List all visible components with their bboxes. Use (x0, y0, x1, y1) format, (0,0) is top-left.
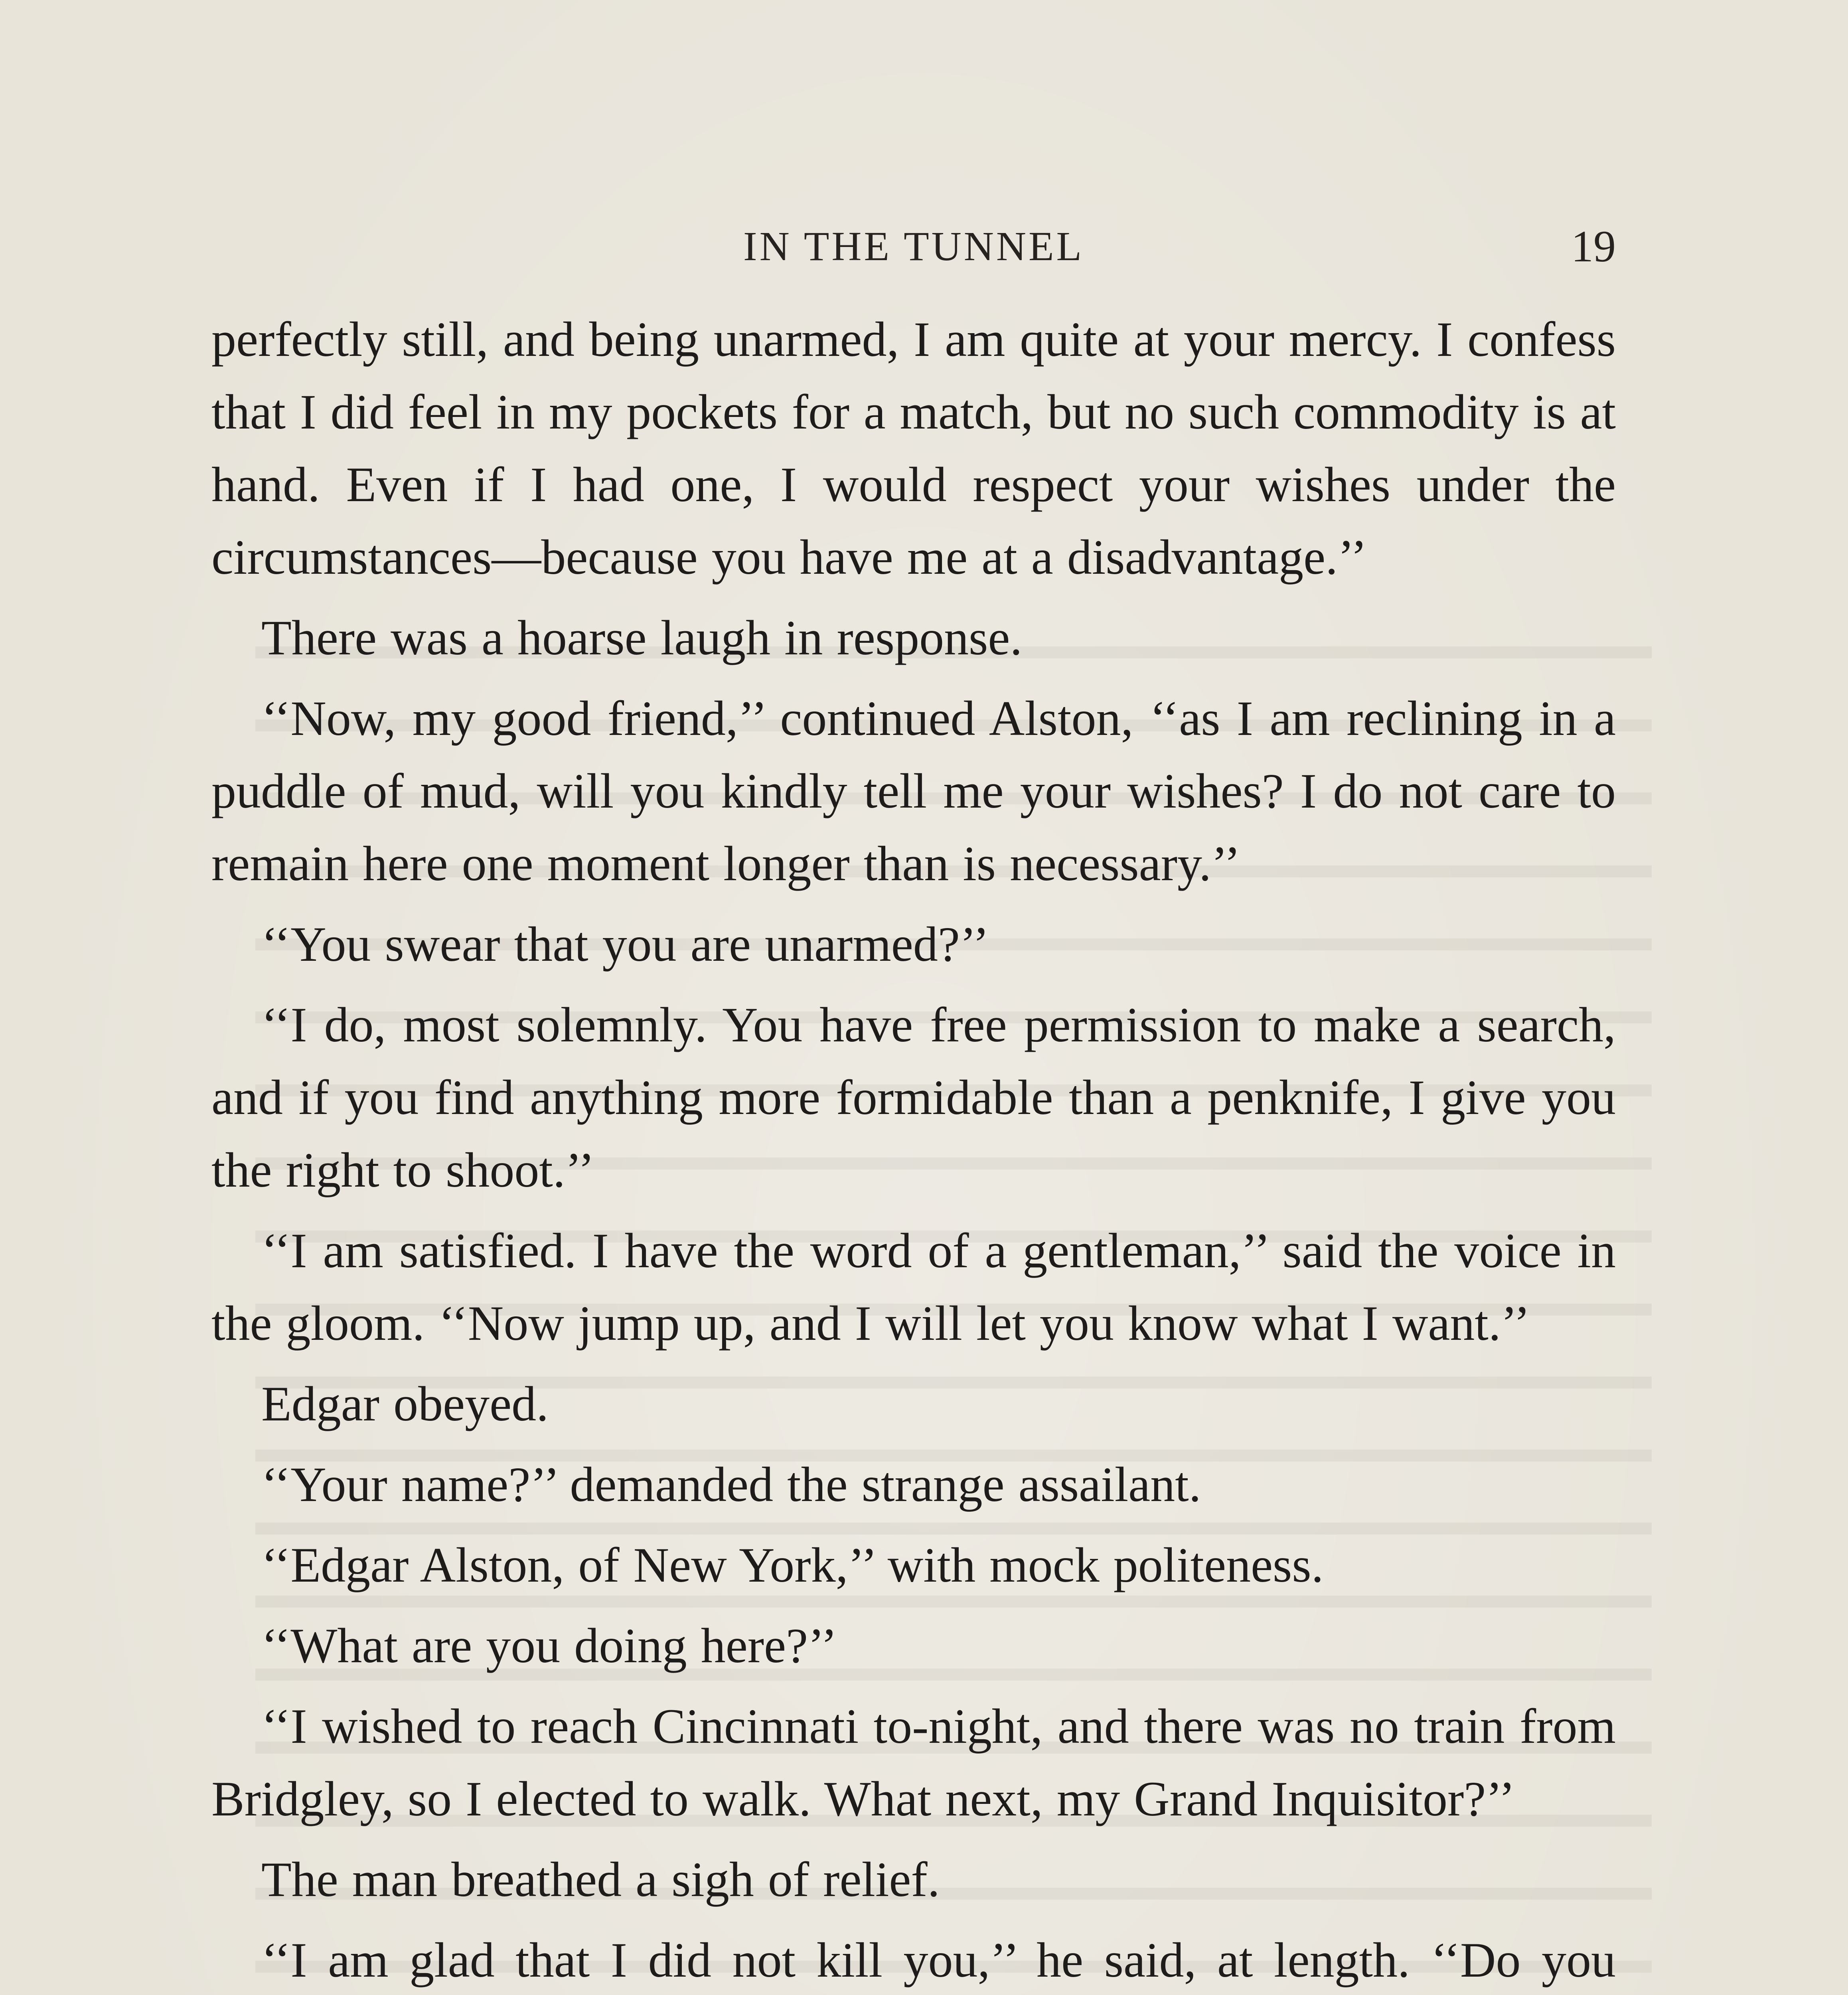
paragraph: ‘‘I am glad that I did not kill you,’’ he said, at length. ‘‘Do you (261, 1933, 1616, 1987)
paragraph: ‘‘Your name?’’ demanded the strange assailant. (261, 1457, 1201, 1512)
paragraph: ‘‘I am satisfied. I have the word of a gentleman,’’ said the voice in the gloom. ‘‘Now jump up, and I will let you know what I want.’’ (211, 1223, 1616, 1351)
page-header (211, 219, 1616, 275)
paragraph: ‘‘Now, my good friend,’’ continued Alston, ‘‘as I am reclining in a puddle of mud, will you kindly tell me your wishes? I do not care to remain here one moment longer than is necessary.’’ (211, 691, 1616, 891)
paragraph: The man breathed a sigh of relief. (261, 1852, 940, 1907)
paragraph: ‘‘I wished to reach Cincinnati to-night, and there was no train from Bridgley, so I elected to walk. What next, my Grand Inquisitor?’’ (211, 1699, 1616, 1826)
paragraph: ‘‘What are you doing here?’’ (261, 1618, 837, 1673)
page-number: 19 (1571, 222, 1616, 271)
running-head: IN THE TUNNEL (743, 223, 1084, 269)
paragraph: ‘‘Edgar Alston, of New York,’’ with mock politeness. (261, 1538, 1324, 1592)
paragraph: perfectly still, and being unarmed, I am quite at your mercy. I confess that I did feel in my pockets for a match, but no such commodity is at hand. Even if I had one, I would respect your wishes under the circumstances—because you have me at a disadvantage.’’ (211, 312, 1616, 585)
body-text (211, 303, 1616, 1995)
paragraph: ‘‘You swear that you are unarmed?’’ (261, 917, 989, 972)
paragraph: Edgar obeyed. (261, 1377, 549, 1431)
paragraph: ‘‘I do, most solemnly. You have free permission to make a search, and if you find anything more formidable than a penknife, I give you the right to shoot.’’ (211, 998, 1616, 1197)
paragraph: There was a hoarse laugh in response. (261, 610, 1023, 665)
